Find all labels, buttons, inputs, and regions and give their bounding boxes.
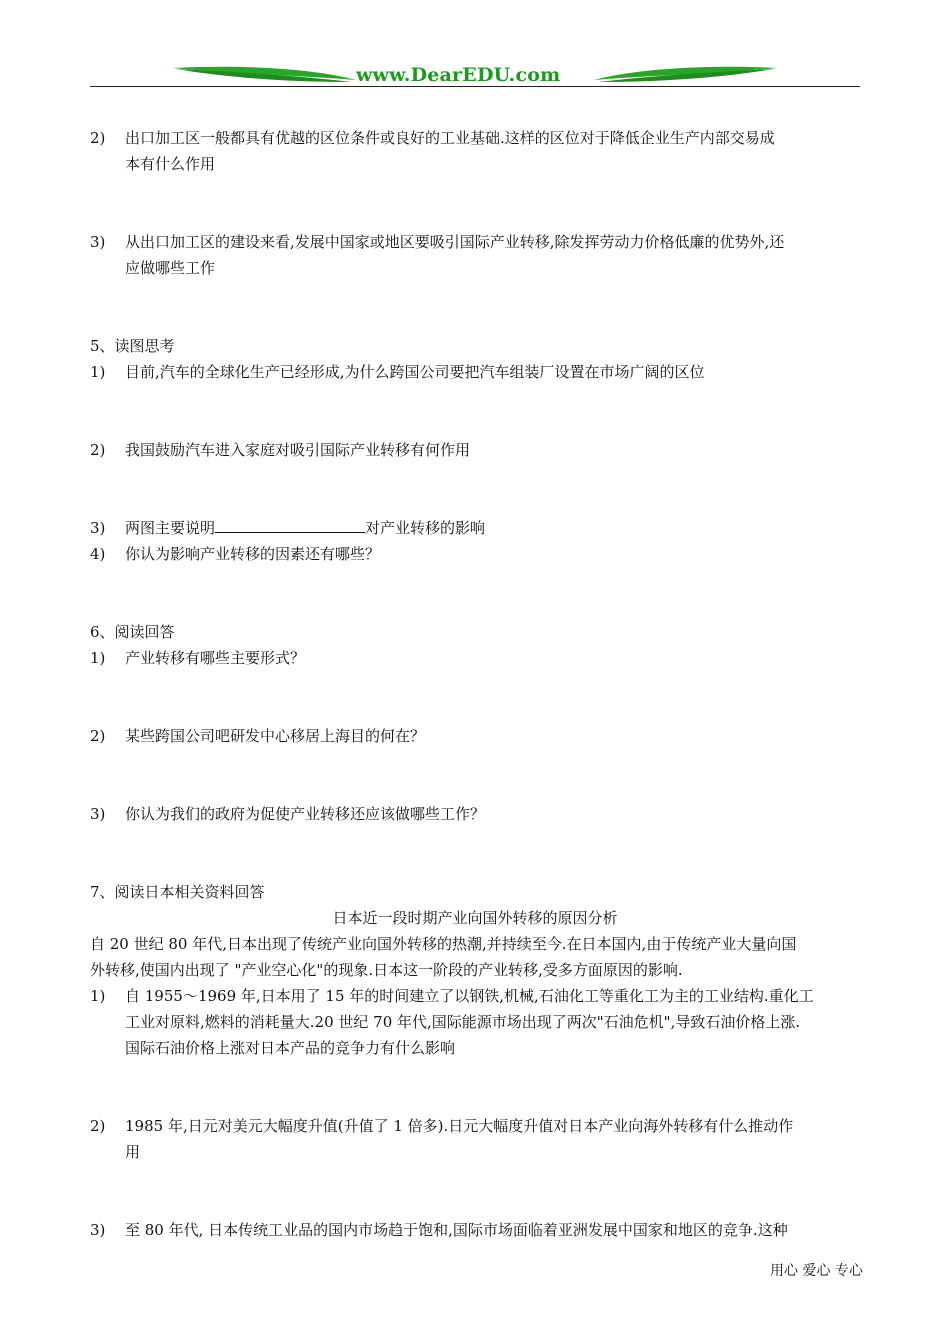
reading-paragraph: 自 20 世纪 80 年代,日本出现了传统产业向国外转移的热潮,并持续至今.在日本国内,由于传统产业大量向国 [90,935,797,953]
section-title: 7、阅读日本相关资料回答 [90,883,265,901]
question-text: 我国鼓励汽车进入家庭对吸引国际产业转移有何作用 [125,441,471,459]
question-text: 两图主要说明 [125,519,216,537]
item-number: 1) [90,987,106,1005]
item-number: 3) [90,233,106,251]
item-number: 4) [90,545,106,563]
section-title: 5、读图思考 [90,337,175,355]
fill-in-question [125,518,485,538]
question-text: 你认为影响产业转移的因素还有哪些？ [125,545,381,563]
header-rule [90,86,860,87]
item-number: 3) [90,519,106,537]
item-number: 3) [90,1221,106,1239]
item-number: 2) [90,1117,106,1135]
reading-paragraph: 外转移,使国内出现了 "产业空心化"的现象.日本这一阶段的产业转移,受多方面原因的影响. [90,961,683,979]
page-footer: 用心 爱心 专心 [770,1263,863,1279]
item-number: 3) [90,805,106,823]
item-number: 1) [90,363,106,381]
section-title: 6、阅读回答 [90,623,175,641]
question-text: 应做哪些工作 [125,259,216,277]
item-number: 1) [90,649,106,667]
question-text: 某些跨国公司吧研发中心移居上海目的何在？ [125,727,426,745]
question-text: 用 [125,1143,141,1161]
item-number: 2) [90,727,106,745]
question-text: 1985 年,日元对美元大幅度升值(升值了 1 倍多).日元大幅度升值对日本产业向海外转移有什么推动作 [125,1117,794,1135]
question-text: 你认为我们的政府为促使产业转移还应该做哪些工作？ [125,805,486,823]
question-text: 目前,汽车的全球化生产已经形成,为什么跨国公司要把汽车组装厂设置在市场广阔的区位 [125,363,705,381]
item-number: 2) [90,129,106,147]
logo-text: www.DearEDU.com [356,64,561,86]
question-text: 从出口加工区的建设来看,发展中国家或地区要吸引国际产业转移,除发挥劳动力价格低廉的优势外,还 [125,233,785,251]
question-text: 本有什么作用 [125,155,216,173]
answer-blank[interactable] [215,518,365,533]
question-text: 自 1955～1969 年,日本用了 15 年的时间建立了以钢铁,机械,石油化工等重化工为主的工业结构.重化工 [125,987,814,1005]
question-text: 产业转移有哪些主要形式？ [125,649,306,667]
question-text: 国际石油价格上涨对日本产品的竞争力有什么影响 [125,1039,456,1057]
question-text: 对产业转移的影响 [365,519,486,537]
item-number: 2) [90,441,106,459]
question-text: 至 80 年代, 日本传统工业品的国内市场趋于饱和,国际市场面临着亚洲发展中国家和地区的竞争.这种 [125,1221,788,1239]
page-header [0,0,950,100]
question-text: 工业对原料,燃料的消耗量大.20 世纪 70 年代,国际能源市场出现了两次"石油危机",导致石油价格上涨. [125,1013,801,1031]
question-text: 出口加工区一般都具有优越的区位条件或良好的工业基础.这样的区位对于降低企业生产内部交易成 [125,129,775,147]
reading-heading: 日本近一段时期产业向国外转移的原因分析 [332,909,618,927]
